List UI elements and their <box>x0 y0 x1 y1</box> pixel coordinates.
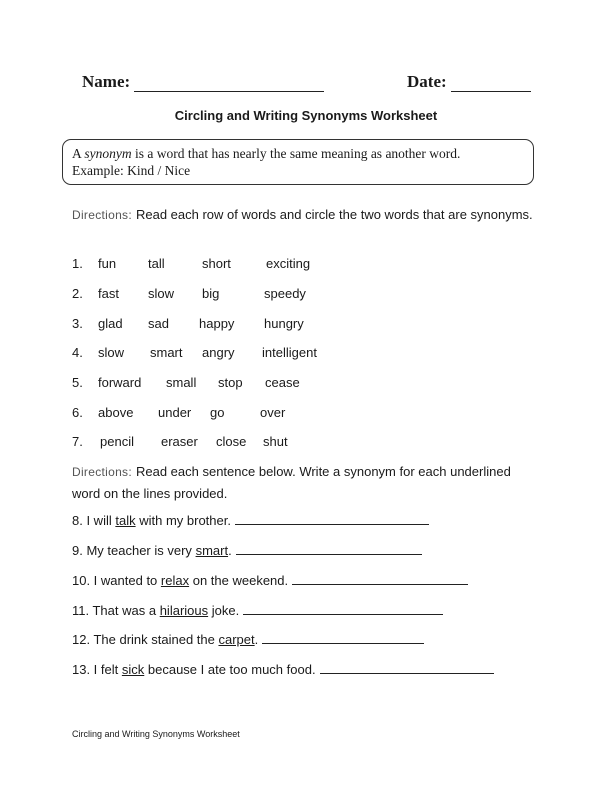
definition-box <box>62 139 534 185</box>
underlined-word: smart <box>195 543 229 558</box>
definition-line: A synonym is a word that has nearly the same meaning as another word. <box>72 146 461 161</box>
row-number: 5. <box>72 375 83 390</box>
word-row <box>72 256 372 274</box>
name-field[interactable] <box>82 72 324 92</box>
row-number: 6. <box>72 405 83 420</box>
name-line[interactable] <box>134 75 324 92</box>
sentence-item: 13. I felt sick because I ate too much food. <box>72 661 494 677</box>
directions-label: Directions: <box>72 465 132 479</box>
word-choice[interactable]: stop <box>218 375 243 390</box>
answer-line[interactable] <box>320 661 494 674</box>
row-number: 2. <box>72 286 83 301</box>
sentence-item: 12. The drink stained the carpet. <box>72 631 424 647</box>
word-choice[interactable]: happy <box>199 316 235 331</box>
word-choice[interactable]: eraser <box>161 434 198 449</box>
word-choice[interactable]: fun <box>98 256 117 271</box>
directions-label: Directions: <box>72 208 132 222</box>
footer-text: Circling and Writing Synonyms Worksheet <box>72 729 240 739</box>
underlined-word: talk <box>115 513 136 528</box>
sentence-item: 11. That was a hilarious joke. <box>72 602 443 618</box>
word-choice[interactable]: slow <box>148 286 175 301</box>
row-number: 1. <box>72 256 83 271</box>
word-row <box>72 316 372 334</box>
directions-2: Directions: Read each sentence below. Write a synonym for each underlined word on the lines provided. <box>72 464 511 501</box>
word-row <box>72 434 372 452</box>
word-choice[interactable]: over <box>260 405 286 420</box>
word-choice[interactable]: smart <box>150 345 183 360</box>
word-choice[interactable]: glad <box>98 316 123 331</box>
word-choice[interactable]: intelligent <box>262 345 317 360</box>
date-label: Date: <box>407 72 447 91</box>
word-choice[interactable]: small <box>166 375 197 390</box>
underlined-word: carpet <box>218 632 255 647</box>
word-choice[interactable]: fast <box>98 286 119 301</box>
word-row <box>72 286 372 304</box>
date-field[interactable] <box>407 72 531 92</box>
word-choice[interactable]: shut <box>263 434 288 449</box>
word-choice[interactable]: forward <box>98 375 142 390</box>
word-choice[interactable]: above <box>98 405 134 420</box>
answer-line[interactable] <box>236 542 422 555</box>
date-line[interactable] <box>451 75 531 92</box>
name-label: Name: <box>82 72 131 91</box>
directions-1: Directions: Read each row of words and circle the two words that are synonyms. <box>72 207 533 222</box>
word-choice[interactable]: exciting <box>266 256 311 271</box>
sentence-item: 10. I wanted to relax on the weekend. <box>72 572 468 588</box>
answer-line[interactable] <box>262 631 424 644</box>
sentence-item: 8. I will talk with my brother. <box>72 512 429 528</box>
word-row <box>72 375 372 393</box>
word-choice[interactable]: cease <box>265 375 300 390</box>
row-number: 7. <box>72 434 83 449</box>
word-choice[interactable]: sad <box>148 316 169 331</box>
word-choice[interactable]: slow <box>98 345 125 360</box>
answer-line[interactable] <box>292 572 468 585</box>
word-choice[interactable]: hungry <box>264 316 304 331</box>
word-row <box>72 405 372 423</box>
word-choice[interactable]: pencil <box>100 434 134 449</box>
word-choice[interactable]: angry <box>202 345 235 360</box>
worksheet-title: Circling and Writing Synonyms Worksheet <box>174 108 438 123</box>
word-choice[interactable]: short <box>202 256 231 271</box>
word-choice[interactable]: under <box>158 405 192 420</box>
row-number: 3. <box>72 316 83 331</box>
word-choice[interactable]: close <box>216 434 247 449</box>
word-choice[interactable]: speedy <box>264 286 306 301</box>
underlined-word: sick <box>121 662 145 677</box>
underlined-word: hilarious <box>159 603 209 618</box>
definition-term: synonym <box>84 146 132 161</box>
sentence-item: 9. My teacher is very smart. <box>72 542 422 558</box>
word-choice[interactable]: go <box>210 405 225 420</box>
answer-line[interactable] <box>235 512 429 525</box>
row-number: 4. <box>72 345 83 360</box>
word-row <box>72 345 372 363</box>
word-choice[interactable]: big <box>202 286 220 301</box>
underlined-word: relax <box>160 573 190 588</box>
answer-line[interactable] <box>243 602 443 615</box>
word-choice[interactable]: tall <box>148 256 165 271</box>
definition-example: Example: Kind / Nice <box>72 163 191 178</box>
